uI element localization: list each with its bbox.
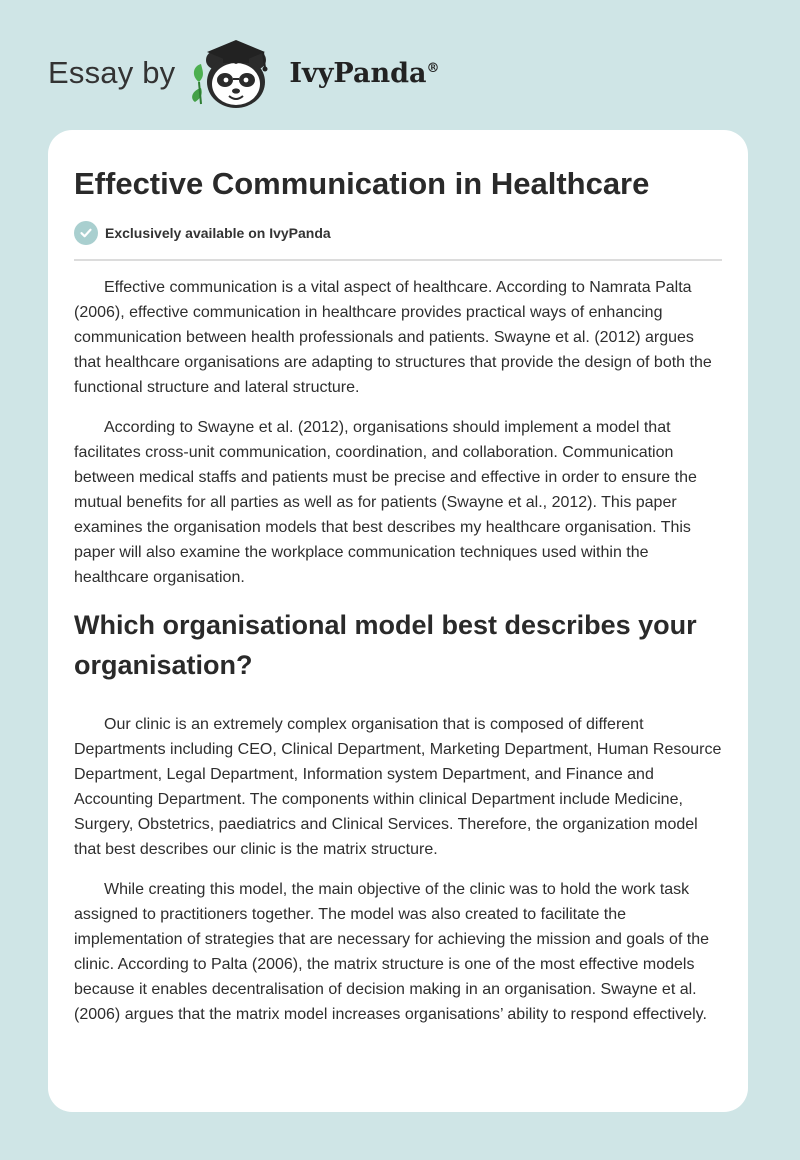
paragraph: While creating this model, the main objective of the clinic was to hold the work task assigned to practitioners together. The model was also created to facilitate the implementation of strategies that are necessary for achieving the mission and goals of the clinic. According to Palta (2006), the matrix structure is one of the most effective models because it enables decentralisation of decision making in an organisation. Swayne et al. (2006) argues that the matrix model increases organisations’ ability to respond effectively.: [74, 881, 710, 1023]
brand-name: [289, 58, 439, 89]
brand-prefix: Essay by: [48, 55, 176, 90]
section-heading: Which organisational model best describes your organisation?: [74, 610, 697, 680]
brand-header[interactable]: [48, 36, 439, 110]
check-icon: [74, 221, 98, 245]
panda-logo-icon: [185, 36, 283, 110]
paragraph: According to Swayne et al. (2012), organisations should implement a model that facilitates cross-unit communication, coordination, and collaboration. Communication between medical staffs and patients must be precise and effective in order to ensure the mutual benefits for all parties as well as for patients (Swayne et al., 2012). This paper examines the organisation models that best describes my healthcare organisation. This paper will also examine the workplace communication techniques used within the healthcare organisation.: [74, 419, 697, 586]
divider: [74, 259, 722, 261]
registered-mark: ®: [426, 60, 440, 76]
essay-card: [48, 130, 748, 1112]
exclusive-badge-label: Exclusively available on IvyPanda: [105, 225, 331, 241]
paragraph: Effective communication is a vital aspect of healthcare. According to Namrata Palta (2006), effective communication in healthcare provides practical ways of enhancing communication between health professionals and patients. Swayne et al. (2012) argues that healthcare organisations are adapting to structures that provide the design of both the functional structure and lateral structure.: [74, 279, 712, 396]
page-title: Effective Communication in Healthcare: [74, 166, 650, 201]
brand-name-text: IvyPanda: [289, 57, 427, 89]
exclusive-badge: [74, 221, 722, 245]
paragraph: Our clinic is an extremely complex organisation that is composed of different Departments including CEO, Clinical Department, Marketing Department, Human Resource Department, Legal Department, Information system Department, and Finance and Accounting Department. The components within clinical Department include Medicine, Surgery, Obstetrics, paediatrics and Clinical Services. Therefore, the organization model that best describes our clinic is the matrix structure.: [74, 716, 722, 858]
